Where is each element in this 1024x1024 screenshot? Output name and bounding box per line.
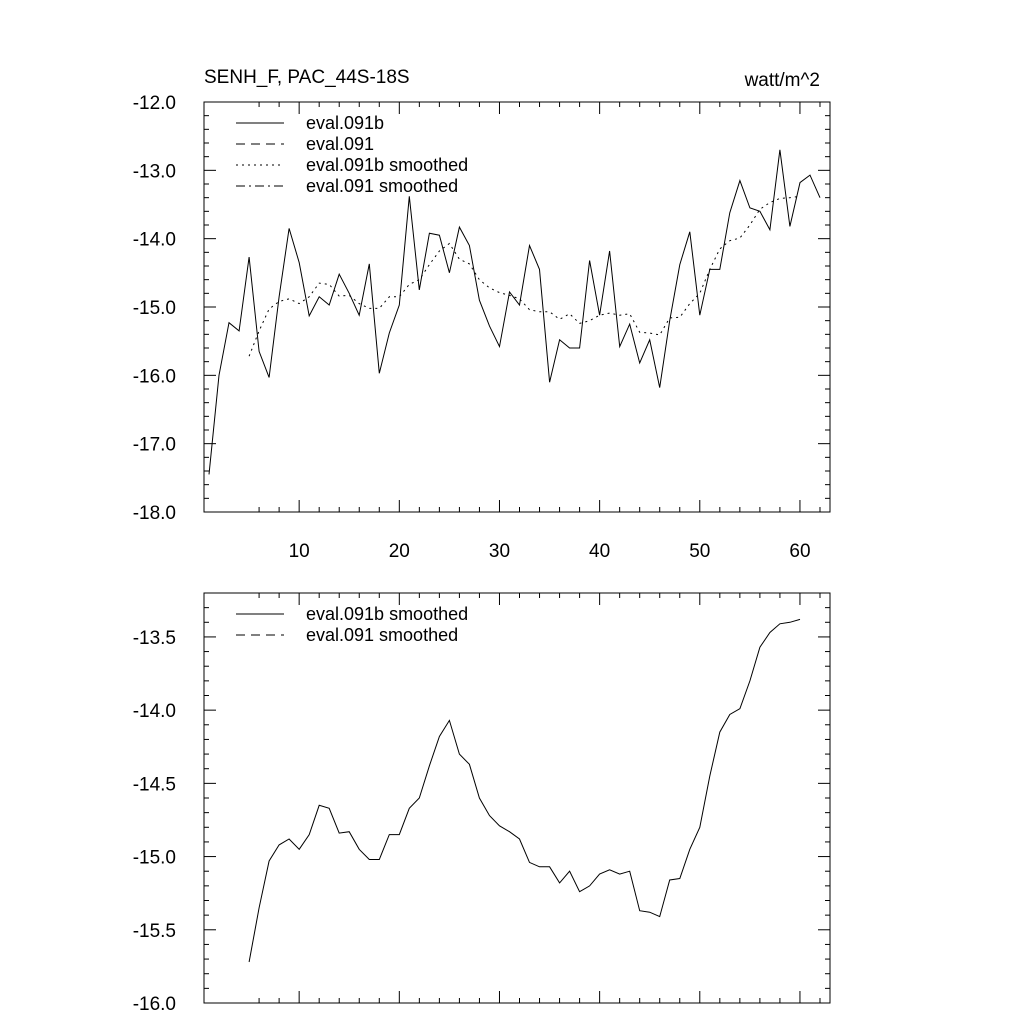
top-legend-label: eval.091 — [306, 134, 375, 154]
bottom-legend-label: eval.091b smoothed — [306, 604, 469, 624]
top-series-0-line — [209, 150, 820, 475]
top-x-tick-label: 60 — [789, 541, 811, 562]
bottom-series-0-line — [249, 619, 800, 962]
figure-title: SENH_F, PAC_44S-18S — [204, 67, 410, 88]
bottom-legend-label: eval.091 smoothed — [306, 625, 459, 645]
bottom-y-tick-label: -16.0 — [132, 994, 176, 1015]
top-y-tick-label: -16.0 — [132, 366, 176, 388]
top-y-tick-label: -12.0 — [132, 93, 176, 114]
top-y-tick-label: -13.0 — [132, 161, 176, 183]
top-x-tick-label: 30 — [488, 541, 511, 562]
bottom-y-tick-label: -15.0 — [132, 847, 176, 869]
units-label: watt/m^2 — [744, 70, 820, 91]
bottom-y-tick-label: -14.0 — [132, 701, 176, 723]
bottom-y-tick-label: -13.5 — [132, 627, 176, 649]
top-legend-label: eval.091 smoothed — [306, 176, 459, 196]
top-y-tick-label: -14.0 — [132, 229, 176, 251]
top-x-tick-label: 40 — [589, 541, 611, 562]
top-y-tick-label: -17.0 — [132, 434, 176, 456]
top-y-tick-label: -18.0 — [132, 503, 176, 524]
top-y-tick-label: -15.0 — [132, 298, 176, 319]
top-legend-label: eval.091b smoothed — [306, 155, 469, 175]
bottom-panel — [133, 593, 830, 1015]
top-x-tick-label: 20 — [388, 541, 410, 562]
bottom-plot-frame — [204, 593, 830, 1003]
top-x-tick-label: 10 — [288, 541, 310, 562]
bottom-y-tick-label: -14.5 — [132, 774, 176, 796]
top-legend-label: eval.091b — [306, 113, 385, 133]
top-panel — [133, 93, 830, 562]
bottom-y-tick-label: -15.5 — [132, 920, 176, 942]
top-plot-frame — [204, 102, 830, 512]
top-x-tick-label: 50 — [689, 541, 711, 562]
